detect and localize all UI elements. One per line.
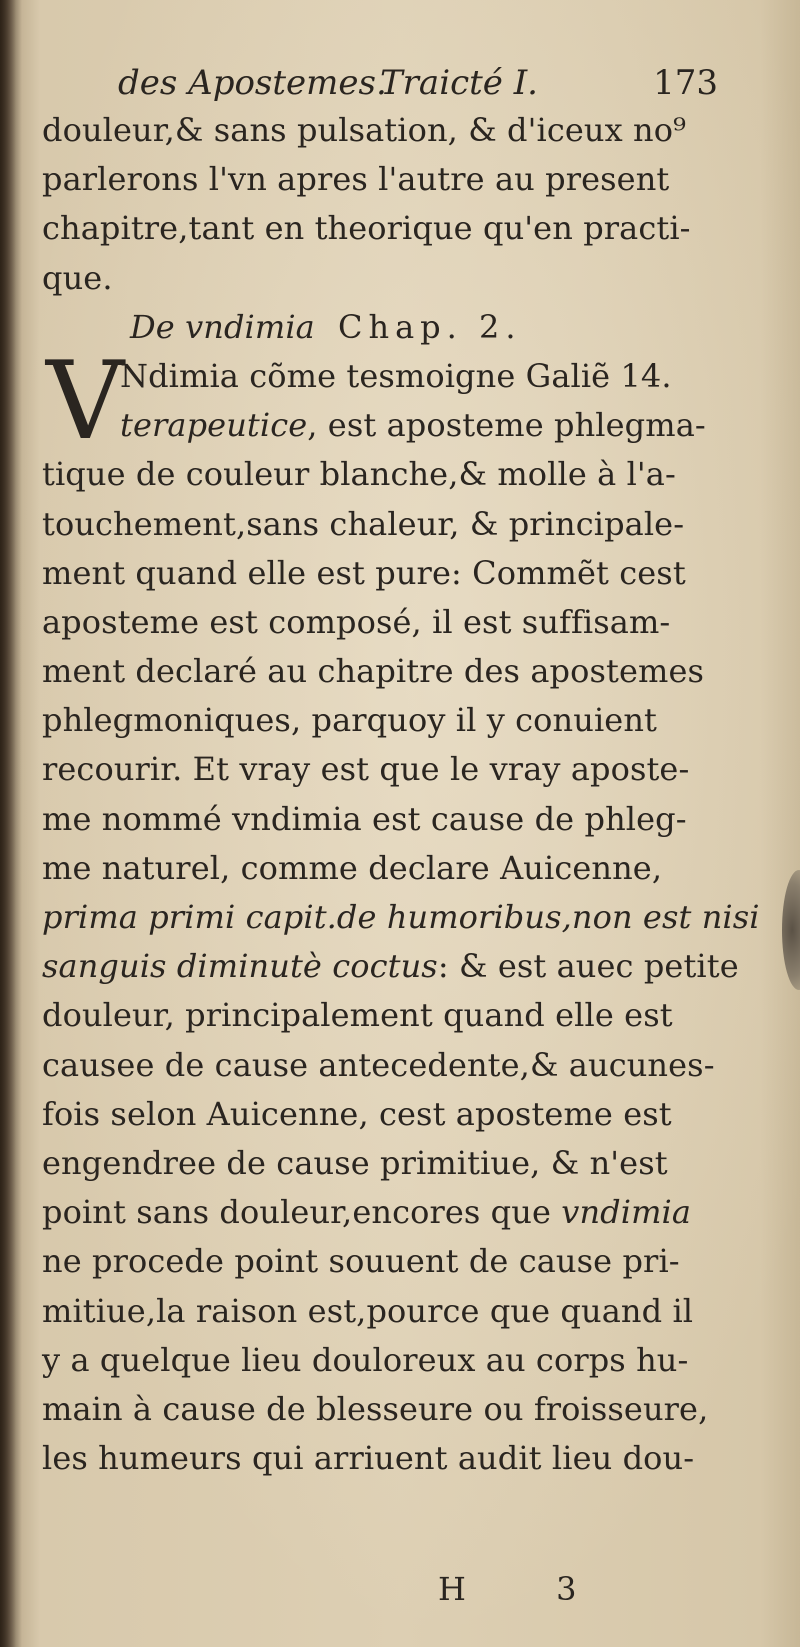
text-line — [42, 991, 718, 1040]
text-roman: me nommé vndimia est cause de phleg- — [42, 799, 687, 838]
text-roman: ment quand elle est pure: Commẽt cest — [42, 553, 686, 592]
signature-mark: H 3 — [438, 1570, 617, 1608]
running-head-title: des Apostemes. — [118, 63, 387, 103]
text-italic: prima primi capit.de humoribus,non est nisi — [42, 898, 760, 936]
text-line — [42, 647, 718, 696]
text-roman: douleur, principalement quand elle est — [42, 996, 673, 1035]
text-roman: fois selon Auicenne, cest aposteme est — [42, 1094, 672, 1133]
text-roman: causee de cause antecedente,& aucunes- — [42, 1045, 715, 1084]
text-line — [42, 500, 718, 549]
text-line — [42, 844, 718, 893]
text-roman: y a quelque lieu douloreux au corps hu- — [42, 1340, 689, 1379]
text-roman: me naturel, comme declare Auicenne, — [42, 848, 663, 887]
text-roman: touchement,sans chaleur, & principale- — [42, 504, 685, 543]
text-italic: sanguis diminutè coctus — [42, 947, 438, 986]
text-line: chapitre,tant en theorique qu'en practi- — [42, 209, 691, 248]
text-roman: tique de couleur blanche,& molle à l'a- — [42, 455, 676, 494]
text-line — [42, 401, 718, 450]
paragraph-opening — [42, 338, 718, 464]
text-line — [42, 1385, 718, 1434]
text-line — [42, 549, 718, 598]
text-roman: ment declaré au chapitre des apostemes — [42, 652, 705, 691]
text-roman: mitiue,la raison est,pource que quand il — [42, 1291, 694, 1330]
text-line — [42, 1336, 718, 1385]
text-line — [42, 352, 718, 401]
text-line — [42, 893, 760, 942]
text-line — [42, 795, 718, 844]
text-roman: phlegmoniques, parquoy il y conuient — [42, 701, 658, 740]
text-line — [42, 942, 739, 991]
text-roman: recourir. Et vray est que le vray aposte- — [42, 750, 690, 789]
page-edge-mark — [782, 870, 800, 990]
text-line: parlerons l'vn apres l'autre au present — [42, 160, 670, 199]
text-line — [42, 745, 718, 794]
text-roman: engendree de cause primitiue, & n'est — [42, 1143, 668, 1182]
text-roman: ne procede point souuent de cause pri- — [42, 1242, 680, 1281]
text-line — [42, 1041, 718, 1090]
text-line: que. — [42, 258, 113, 297]
text-line — [42, 1188, 718, 1237]
chapter-heading — [42, 303, 718, 352]
page-number: 173 — [653, 63, 718, 103]
drop-cap: V — [46, 338, 125, 464]
text-roman: aposteme est composé, il est suffisam- — [42, 602, 671, 641]
gutter-shadow — [0, 0, 22, 1647]
text-roman: main à cause de blesseure ou froisseure, — [42, 1389, 709, 1428]
text-line — [42, 598, 718, 647]
text-line — [42, 1090, 718, 1139]
text-line — [42, 1237, 718, 1286]
text-roman: Ndimia cõme tesmoigne Galiẽ 14. — [120, 356, 672, 395]
text-roman: point sans douleur,encores que — [42, 1193, 562, 1232]
running-head — [118, 58, 718, 108]
text-line: douleur,& sans pulsation, & d'iceux no⁹ — [42, 111, 687, 149]
text-line — [42, 450, 718, 499]
paragraph-body — [42, 450, 760, 1483]
chapter-title: De vndimia — [130, 307, 315, 346]
text-italic: terapeutice — [120, 406, 308, 445]
chapter-number: Chap. 2. — [338, 307, 522, 346]
text-roman: , est aposteme phlegma- — [307, 406, 706, 445]
text-line — [42, 696, 718, 745]
text-roman: : & est auec petite — [437, 947, 739, 986]
running-head-treatise: Traicté I. — [380, 63, 538, 103]
text-roman: les humeurs qui arriuent audit lieu dou- — [42, 1439, 695, 1478]
text-italic: vndimia — [561, 1193, 692, 1232]
body-text — [42, 106, 760, 1483]
text-line — [42, 1139, 718, 1188]
text-line — [42, 1287, 718, 1336]
text-line — [42, 1434, 718, 1483]
